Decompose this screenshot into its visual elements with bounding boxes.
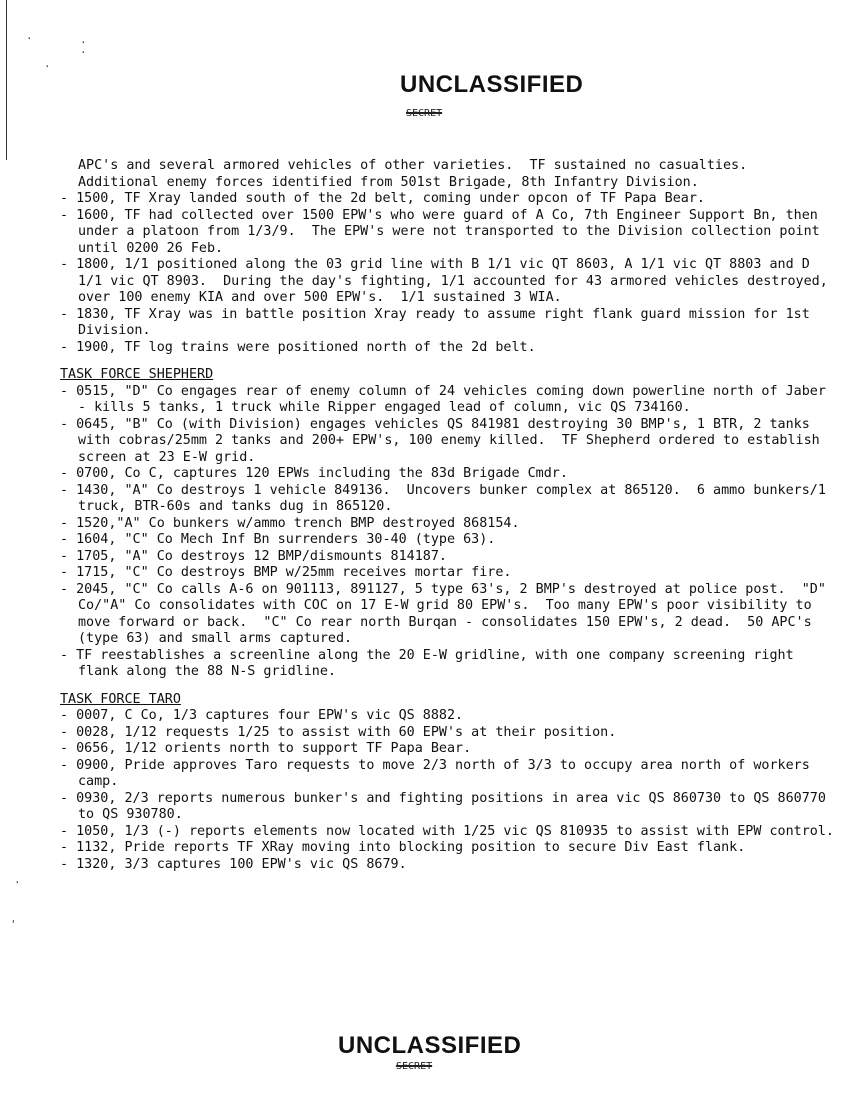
log-entry: - 1050, 1/3 (-) reports elements now located with 1/25 vic QS 810935 to assist with EPW control. — [60, 823, 834, 839]
log-entry: - 1900, TF log trains were positioned north of the 2d belt. — [60, 339, 536, 355]
log-entry: - 0028, 1/12 requests 1/25 to assist with 60 EPW's at their position. — [60, 724, 617, 740]
scan-speck: · — [80, 36, 87, 49]
section-heading-taro: TASK FORCE TARO — [60, 691, 181, 707]
log-entry: - 0007, C Co, 1/3 captures four EPW's vic QS 8882. — [60, 708, 464, 723]
scan-speck: · — [26, 32, 33, 45]
log-entry: - 1830, TF Xray was in battle position Xray ready to assume right flank guard mission for 1st Division. — [60, 306, 818, 338]
log-entry: - 0515, "D" Co engages rear of enemy column of 24 vehicles coming down powerline north of Jaber - kills 5 tanks, 1 truck while Ripper engaged lead of column, vic QS 734160. — [60, 383, 834, 415]
log-entry: - 1600, TF had collected over 1500 EPW's who were guard of A Co, 7th Engineer Support Bn, then under a platoon from 1/3/9. The EPW's were not transported to the Division collection point until 0200 26 Feb. — [60, 207, 828, 256]
log-entry: - 0930, 2/3 reports numerous bunker's and fighting positions in area vic QS 860730 to QS 860770 to QS 930780. — [60, 790, 834, 822]
intro-paragraph: APC's and several armored vehicles of other varieties. TF sustained no casualties. Additional enemy forces identified from 501st Brigade, 8th Infantry Division. — [78, 158, 764, 190]
struck-marking-top: SECRET — [406, 108, 443, 119]
log-entry: - 1705, "A" Co destroys 12 BMP/dismounts 814187. — [60, 548, 447, 564]
log-entry: - TF reestablishes a screenline along the 20 E-W gridline, with one company screening right flank along the 88 N-S gridline. — [60, 647, 802, 679]
log-entry: - 0900, Pride approves Taro requests to move 2/3 north of 3/3 to occupy area north of workers camp. — [60, 757, 818, 789]
log-entry: - 2045, "C" Co calls A-6 on 901113, 891127, 5 type 63's, 2 BMP's destroyed at police post. "D" Co/"A" Co consolidates with COC on 17 E-W grid 80 EPW's. Too many EPW's poor visibility to move forward or back. "C" Co rear north Burqan - consolidates 150 EPW's, 2 dead. 50 APC's (type 63) and small arms captured. — [60, 581, 834, 646]
scan-speck: · — [80, 46, 87, 59]
scan-speck: · — [14, 876, 21, 889]
log-entry: - 1604, "C" Co Mech Inf Bn surrenders 30-40 (type 63). — [60, 532, 496, 547]
log-entry: - 1800, 1/1 positioned along the 03 grid line with B 1/1 vic QT 8603, A 1/1 vic QT 8803 and D 1/1 vic QT 8903. During the day's fighting, 1/1 accounted for 43 armored vehicles destroyed, over 100 enemy KIA and over 500 EPW's. 1/1 sustained 3 WIA. — [60, 257, 836, 305]
scan-speck: ' — [10, 918, 17, 931]
log-entry: - 0645, "B" Co (with Division) engages vehicles QS 841981 destroying 30 BMP's, 1 BTR, 2 tanks with cobras/25mm 2 tanks and 200+ EPW's, 100 enemy killed. TF Shepherd ordered to establish screen at 23 E-W grid. — [60, 416, 828, 465]
scan-speck: · — [44, 60, 51, 73]
log-entry: - 1320, 3/3 captures 100 EPW's vic QS 8679. — [60, 856, 407, 872]
log-entry: - 0700, Co C, captures 120 EPWs including the 83d Brigade Cmdr. — [60, 466, 568, 481]
section-heading-shepherd: TASK FORCE SHEPHERD — [60, 367, 214, 382]
scan-edge-line — [6, 0, 7, 160]
log-entry: - 1715, "C" Co destroys BMP w/25mm receives mortar fire. — [60, 565, 512, 580]
log-entry: - 1430, "A" Co destroys 1 vehicle 849136. Uncovers bunker complex at 865120. 6 ammo bunkers/1 truck, BTR-60s and tanks dug in 865120. — [60, 482, 834, 514]
log-entry: - 0656, 1/12 orients north to support TF Papa Bear. — [60, 741, 472, 756]
struck-marking-bottom: SECRET — [396, 1061, 433, 1072]
log-entry: - 1500, TF Xray landed south of the 2d belt, coming under opcon of TF Papa Bear. — [60, 191, 705, 206]
document-body — [60, 158, 840, 873]
log-entry: - 1132, Pride reports TF XRay moving into blocking position to secure Div East flank. — [60, 840, 746, 855]
classification-banner-bottom: UNCLASSIFIED — [338, 1032, 522, 1059]
classification-banner-top: UNCLASSIFIED — [400, 71, 584, 98]
log-entry: - 1520,"A" Co bunkers w/ammo trench BMP destroyed 868154. — [60, 515, 520, 531]
